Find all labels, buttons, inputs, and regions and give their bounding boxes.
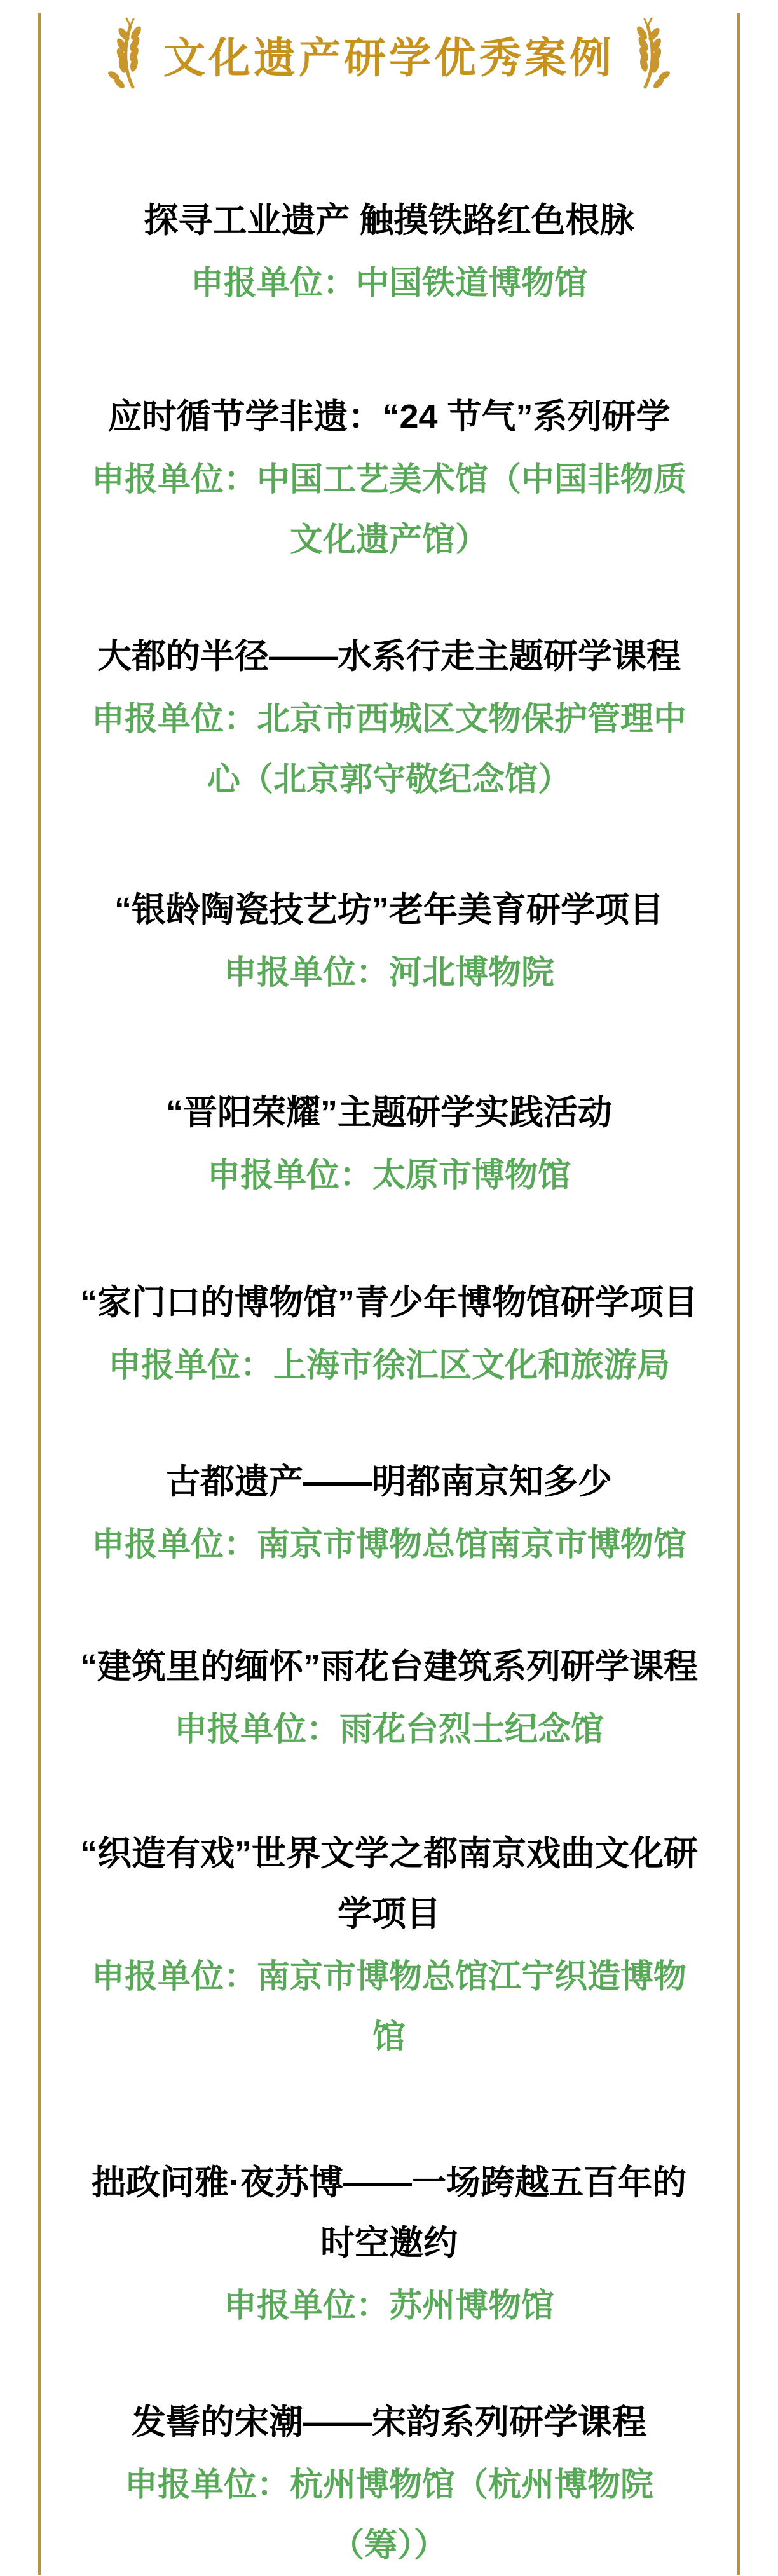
case-title: “建筑里的缅怀”雨花台建筑系列研学课程 <box>80 1648 698 1686</box>
right-border-line <box>737 13 740 2575</box>
case-applicant: 申报单位：南京市博物总馆江宁织造博物馆 <box>91 1958 686 2056</box>
case-applicant: 申报单位：北京市西城区文物保护管理中心（北京郭守敬纪念馆） <box>91 701 686 798</box>
case-applicant: 申报单位：中国铁道博物馆 <box>190 265 587 302</box>
case-title: 拙政问雅·夜苏博——一场跨越五百年的时空邀约 <box>92 2164 686 2262</box>
header <box>0 13 778 95</box>
case-applicant: 申报单位：杭州博物馆（杭州博物院（筹）） <box>124 2467 653 2564</box>
case-entry <box>58 387 720 571</box>
case-applicant: 申报单位：太原市博物馆 <box>207 1157 571 1194</box>
case-entry <box>58 627 720 810</box>
case-title: 大都的半径——水系行走主题研学课程 <box>97 637 681 675</box>
wheat-ear-left-icon <box>96 17 147 91</box>
page <box>0 13 778 2575</box>
case-applicant: 申报单位：苏州博物馆 <box>223 2288 554 2324</box>
case-title: “家门口的博物馆”青少年博物馆研学项目 <box>80 1284 698 1322</box>
case-title: “晋阳荣耀”主题研学实践活动 <box>166 1094 612 1132</box>
case-entry <box>58 2153 720 2336</box>
wheat-ear-right-icon <box>631 17 682 91</box>
left-border-line <box>38 13 41 2575</box>
case-entry <box>58 191 720 314</box>
case-list <box>58 191 720 2576</box>
case-title: “银龄陶瓷技艺坊”老年美育研学项目 <box>114 891 664 929</box>
case-title: 发髻的宋潮——宋韵系列研学课程 <box>132 2403 646 2441</box>
case-title: 古都遗产——明都南京知多少 <box>166 1463 612 1501</box>
case-applicant: 申报单位：上海市徐汇区文化和旅游局 <box>107 1347 670 1384</box>
case-title: “织造有戏”世界文学之都南京戏曲文化研学项目 <box>80 1834 698 1933</box>
case-entry <box>58 1273 720 1396</box>
page-title: 文化遗产研学优秀案例 <box>163 34 615 81</box>
case-entry <box>58 1083 720 1206</box>
case-entry <box>58 1637 720 1760</box>
case-applicant: 申报单位：河北博物院 <box>223 954 554 991</box>
case-applicant: 申报单位：南京市博物总馆南京市博物馆 <box>91 1526 686 1563</box>
case-entry <box>58 2392 720 2576</box>
case-applicant: 申报单位：中国工艺美术馆（中国非物质文化遗产馆） <box>91 461 686 559</box>
case-title: 应时循节学非遗：“24 节气”系列研学 <box>107 398 671 436</box>
case-applicant: 申报单位：雨花台烈士纪念馆 <box>174 1711 604 1748</box>
case-entry <box>58 1452 720 1575</box>
case-title: 探寻工业遗产 触摸铁路红色根脉 <box>144 201 634 240</box>
case-entry <box>58 1824 720 2068</box>
case-entry <box>58 880 720 1003</box>
